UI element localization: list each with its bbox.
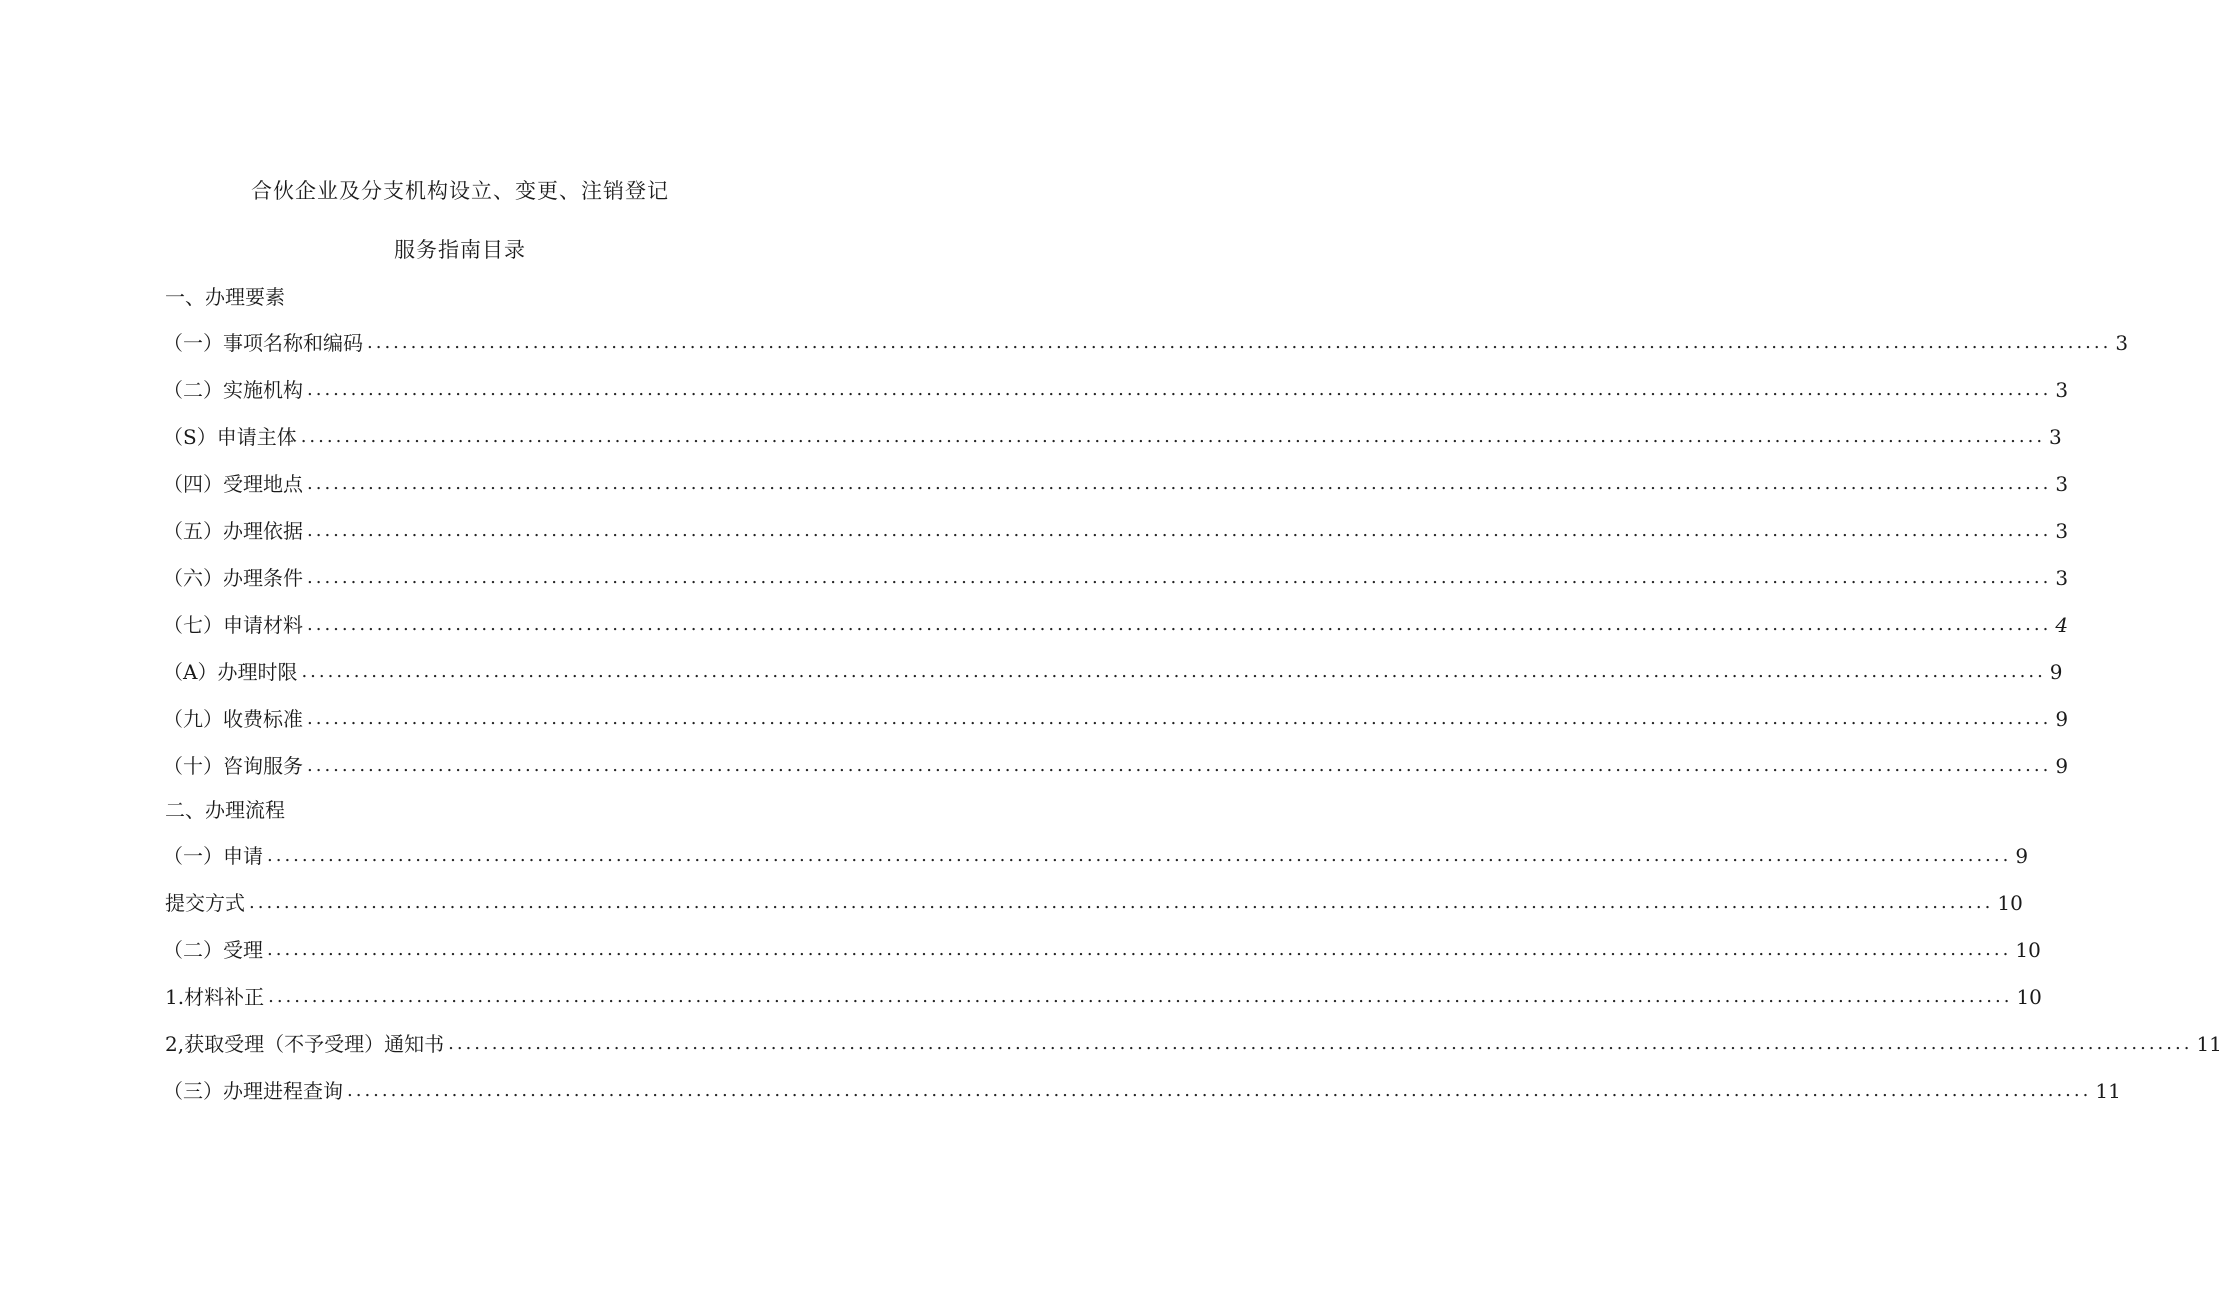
toc-entry-label: 提交方式 <box>165 891 245 915</box>
toc-entry[interactable] <box>163 375 2069 405</box>
toc-entry-label: （五）办理依据 <box>163 519 303 543</box>
toc-leader-dots: ........................................................................................................................................................................................................ <box>307 614 2052 635</box>
toc-leader-dots: ........................................................................................................................................................................................................ <box>301 661 2046 682</box>
toc-leader-dots: ........................................................................................................................................................................................................ <box>307 520 2052 541</box>
toc-entry[interactable] <box>163 516 2069 546</box>
toc-page-number: 9 <box>2055 754 2069 778</box>
toc-entry[interactable] <box>163 935 2041 965</box>
toc-page-number: 10 <box>2015 938 2041 962</box>
toc-page-number: 3 <box>2055 519 2069 543</box>
toc-leader-dots: ........................................................................................................................................................................................................ <box>267 845 2012 866</box>
toc-entry-label: （一）申请 <box>163 844 263 868</box>
toc-page-number: 11 <box>2095 1079 2121 1103</box>
toc-leader-dots: ........................................................................................................................................................................................................ <box>307 708 2052 729</box>
toc-leader-dots: ........................................................................................................................................................................................................ <box>307 567 2052 588</box>
toc-page-number: 9 <box>2049 660 2063 684</box>
toc-entry-label: 1.材料补正 <box>165 985 265 1009</box>
toc-entry-label: （三）办理进程查询 <box>163 1079 343 1103</box>
toc-leader-dots: ........................................................................................................................................................................................................ <box>448 1033 2193 1054</box>
toc-page-number: 10 <box>1997 891 2023 915</box>
toc-entry[interactable] <box>163 704 2069 734</box>
toc-entry-label: （S）申请主体 <box>163 425 297 449</box>
toc-entry[interactable] <box>163 563 2069 593</box>
toc-entry[interactable] <box>163 841 2029 871</box>
toc-leader-dots: ........................................................................................................................................................................................................ <box>347 1080 2092 1101</box>
toc-entry-label: （九）收费标准 <box>163 707 303 731</box>
toc-page-number: 9 <box>2015 844 2029 868</box>
toc-entry[interactable] <box>165 982 2042 1012</box>
toc-page-number: 10 <box>2016 985 2042 1009</box>
toc-page-number: 3 <box>2055 378 2069 402</box>
toc-entry-label: （六）办理条件 <box>163 566 303 590</box>
toc-section-heading: 二、办理流程 <box>165 798 285 822</box>
toc-leader-dots: ........................................................................................................................................................................................................ <box>307 755 2052 776</box>
toc-entry-label: （十）咨询服务 <box>163 754 303 778</box>
toc-entry-label: （二）受理 <box>163 938 263 962</box>
toc-entry-label: （二）实施机构 <box>163 378 303 402</box>
toc-page-number: 4 <box>2055 613 2069 637</box>
toc-entry[interactable] <box>163 469 2069 499</box>
toc-entry[interactable] <box>163 422 2062 452</box>
toc-entry-label: 2,获取受理（不予受理）通知书 <box>165 1032 445 1056</box>
document-subtitle: 服务指南目录 <box>394 238 526 262</box>
toc-entry-label: （一）事项名称和编码 <box>163 331 363 355</box>
toc-entry[interactable] <box>163 657 2063 687</box>
toc-leader-dots: ........................................................................................................................................................................................................ <box>268 986 2013 1007</box>
toc-entry[interactable] <box>163 751 2069 781</box>
toc-page-number: 3 <box>2049 425 2062 449</box>
toc-entry[interactable] <box>165 1029 2222 1059</box>
toc-page-number: 3 <box>2115 331 2129 355</box>
toc-entry-label: （七）申请材料 <box>163 613 303 637</box>
toc-entry[interactable] <box>163 610 2069 640</box>
toc-section-heading: 一、办理要素 <box>165 285 285 309</box>
toc-leader-dots: ........................................................................................................................................................................................................ <box>307 379 2052 400</box>
toc-leader-dots: ........................................................................................................................................................................................................ <box>300 426 2046 447</box>
toc-leader-dots: ........................................................................................................................................................................................................ <box>307 473 2052 494</box>
toc-leader-dots: ........................................................................................................................................................................................................ <box>367 332 2112 353</box>
toc-leader-dots: ........................................................................................................................................................................................................ <box>249 892 1994 913</box>
toc-entry[interactable] <box>163 328 2129 358</box>
toc-page-number: 9 <box>2055 707 2069 731</box>
toc-page-number: 3 <box>2055 472 2069 496</box>
toc-page-number: 3 <box>2055 566 2069 590</box>
toc-entry[interactable] <box>163 1076 2121 1106</box>
toc-entry-label: （A）办理时限 <box>163 660 298 684</box>
toc-page-number: 11 <box>2196 1032 2222 1056</box>
toc-entry-label: （四）受理地点 <box>163 472 303 496</box>
document-title: 合伙企业及分支机构设立、变更、注销登记 <box>251 179 669 203</box>
toc-leader-dots: ........................................................................................................................................................................................................ <box>267 939 2012 960</box>
toc-entry[interactable] <box>165 888 2023 918</box>
